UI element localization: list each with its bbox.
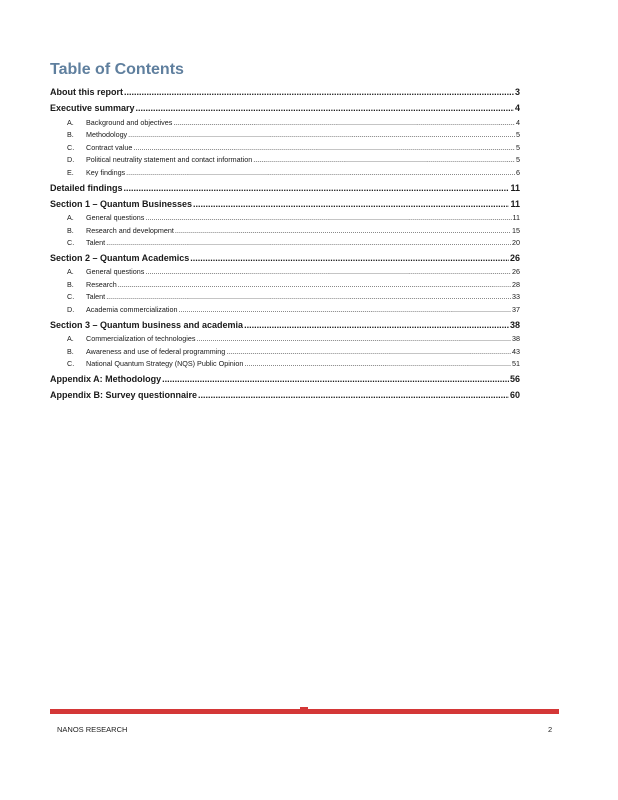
toc-subsection-entry[interactable] xyxy=(50,225,520,238)
toc-entry-label xyxy=(67,279,117,292)
footer-divider-bar xyxy=(50,709,559,714)
toc-page-number: 38 xyxy=(509,319,520,330)
toc-section-entry[interactable] xyxy=(50,317,520,333)
toc-entry-text: Talent xyxy=(86,292,106,302)
toc-entry-label xyxy=(67,167,125,180)
toc-section-entry[interactable] xyxy=(50,100,520,116)
footer-page-number: 2 xyxy=(548,725,553,734)
toc-entry-text: Section 2 – Quantum Academics xyxy=(50,252,190,263)
table-of-contents xyxy=(50,84,520,403)
toc-dot-leader xyxy=(244,358,511,371)
toc-entry-letter: E. xyxy=(67,167,74,177)
toc-entry-label xyxy=(50,196,192,212)
toc-entry-label xyxy=(67,358,243,371)
toc-page-number: 37 xyxy=(512,305,520,315)
toc-dot-leader xyxy=(175,225,511,238)
toc-page-number: 11 xyxy=(510,182,520,193)
toc-page-number: 38 xyxy=(512,333,520,343)
toc-page-number: 20 xyxy=(512,238,520,248)
toc-entry-letter: B. xyxy=(67,225,74,235)
toc-entry-text: About this report xyxy=(50,87,123,97)
toc-dot-leader xyxy=(106,237,511,250)
toc-dot-leader xyxy=(173,117,515,130)
toc-page-number: 11 xyxy=(512,213,520,223)
toc-page-number: 43 xyxy=(512,346,520,356)
toc-entry-label xyxy=(50,317,243,333)
footer-bar-notch xyxy=(300,707,308,709)
toc-entry-text: Research and development xyxy=(86,225,174,235)
toc-section-entry[interactable] xyxy=(50,387,520,403)
page-title: Table of Contents xyxy=(50,61,184,78)
toc-entry-text: Section 1 – Quantum Businesses xyxy=(50,198,193,209)
toc-entry-letter: C. xyxy=(67,292,75,302)
toc-subsection-entry[interactable] xyxy=(50,266,520,279)
toc-dot-leader xyxy=(106,291,511,304)
footer-organization: NANOS RESEARCH xyxy=(57,725,128,734)
toc-entry-label xyxy=(67,142,132,155)
toc-dot-leader xyxy=(118,279,511,292)
toc-entry-letter: B. xyxy=(67,130,74,140)
toc-section-entry[interactable] xyxy=(50,371,520,387)
toc-entry-text: General questions xyxy=(86,267,145,277)
toc-section-entry[interactable] xyxy=(50,84,520,100)
toc-subsection-entry[interactable] xyxy=(50,142,520,155)
toc-entry-label xyxy=(67,117,172,130)
toc-subsection-entry[interactable] xyxy=(50,167,520,180)
toc-subsection-entry[interactable] xyxy=(50,129,520,142)
toc-page-number: 26 xyxy=(509,252,520,263)
toc-entry-text: Methodology xyxy=(86,130,128,140)
toc-page-number: 5 xyxy=(516,130,520,140)
toc-dot-leader xyxy=(133,142,515,155)
toc-entry-text: Background and objectives xyxy=(86,117,173,127)
toc-page-number: 15 xyxy=(512,225,520,235)
toc-entry-label xyxy=(67,129,127,142)
toc-page-number: 26 xyxy=(512,267,520,277)
toc-subsection-entry[interactable] xyxy=(50,117,520,130)
toc-dot-leader xyxy=(136,100,514,116)
toc-dot-leader xyxy=(178,304,511,317)
toc-entry-letter: B. xyxy=(67,346,74,356)
toc-subsection-entry[interactable] xyxy=(50,279,520,292)
toc-dot-leader xyxy=(162,371,509,387)
toc-page-number: 11 xyxy=(510,198,520,209)
toc-dot-leader xyxy=(226,346,511,359)
toc-entry-letter: C. xyxy=(67,238,75,248)
toc-subsection-entry[interactable] xyxy=(50,346,520,359)
toc-dot-leader xyxy=(126,167,515,180)
toc-dot-leader xyxy=(190,250,509,266)
toc-page-number: 51 xyxy=(512,359,520,369)
toc-dot-leader xyxy=(193,196,509,212)
toc-entry-text: Talent xyxy=(86,238,106,248)
toc-page-number: 60 xyxy=(509,389,520,400)
toc-entry-label xyxy=(67,154,252,167)
toc-subsection-entry[interactable] xyxy=(50,358,520,371)
toc-entry-text: General questions xyxy=(86,213,145,223)
toc-entry-label xyxy=(67,291,105,304)
toc-dot-leader xyxy=(253,154,515,167)
toc-dot-leader xyxy=(196,333,511,346)
toc-entry-label xyxy=(67,346,225,359)
toc-entry-label xyxy=(67,304,177,317)
toc-entry-label xyxy=(67,333,195,346)
toc-entry-letter: A. xyxy=(67,213,74,223)
toc-subsection-entry[interactable] xyxy=(50,212,520,225)
toc-dot-leader xyxy=(128,129,515,142)
toc-dot-leader xyxy=(198,387,509,403)
toc-entry-text: Appendix A: Methodology xyxy=(50,373,162,384)
toc-entry-label xyxy=(67,237,105,250)
toc-entry-text: Contract value xyxy=(86,142,133,152)
toc-dot-leader xyxy=(145,212,511,225)
toc-entry-text: Section 3 – Quantum business and academia xyxy=(50,319,244,330)
toc-page-number: 3 xyxy=(514,87,520,97)
toc-page-number: 33 xyxy=(512,292,520,302)
toc-entry-letter: D. xyxy=(67,155,75,165)
toc-page-number: 5 xyxy=(516,142,520,152)
toc-entry-label xyxy=(50,250,189,266)
toc-entry-letter: D. xyxy=(67,305,75,315)
toc-entry-text: National Quantum Strategy (NQS) Public Opinion xyxy=(86,359,244,369)
toc-entry-text: Research xyxy=(86,279,117,289)
toc-subsection-entry[interactable] xyxy=(50,237,520,250)
toc-page-number: 6 xyxy=(516,167,520,177)
toc-entry-label xyxy=(50,100,135,116)
toc-entry-label xyxy=(67,266,144,279)
toc-entry-label xyxy=(67,212,144,225)
toc-entry-label xyxy=(50,180,123,196)
toc-entry-letter: A. xyxy=(67,117,74,127)
toc-dot-leader xyxy=(124,84,514,100)
toc-entry-label xyxy=(67,225,174,238)
toc-entry-letter: C. xyxy=(67,359,75,369)
toc-entry-letter: C. xyxy=(67,142,75,152)
toc-entry-text: Awareness and use of federal programming xyxy=(86,346,226,356)
toc-entry-text: Commercialization of technologies xyxy=(86,333,196,343)
toc-subsection-entry[interactable] xyxy=(50,333,520,346)
toc-entry-text: Executive summary xyxy=(50,103,135,114)
toc-page-number: 5 xyxy=(516,155,520,165)
toc-entry-label xyxy=(50,387,197,403)
toc-entry-text: Key findings xyxy=(86,167,126,177)
toc-subsection-entry[interactable] xyxy=(50,291,520,304)
toc-entry-text: Appendix B: Survey questionnaire xyxy=(50,389,198,400)
toc-section-entry[interactable] xyxy=(50,180,520,196)
toc-entry-letter: B. xyxy=(67,279,74,289)
toc-page-number: 4 xyxy=(516,117,520,127)
toc-entry-letter: A. xyxy=(67,333,74,343)
toc-dot-leader xyxy=(124,180,510,196)
toc-entry-text: Political neutrality statement and contact information xyxy=(86,155,253,165)
toc-subsection-entry[interactable] xyxy=(50,304,520,317)
toc-page-number: 4 xyxy=(514,103,520,114)
toc-section-entry[interactable] xyxy=(50,250,520,266)
toc-subsection-entry[interactable] xyxy=(50,154,520,167)
toc-page-number: 28 xyxy=(512,279,520,289)
toc-entry-text: Detailed findings xyxy=(50,182,123,193)
toc-entry-letter: A. xyxy=(67,267,74,277)
toc-entry-label xyxy=(50,371,161,387)
toc-entry-label xyxy=(50,84,123,100)
toc-dot-leader xyxy=(145,266,511,279)
toc-entry-text: Academia commercialization xyxy=(86,305,178,315)
toc-section-entry[interactable] xyxy=(50,196,520,212)
toc-page-number: 56 xyxy=(509,373,520,384)
toc-dot-leader xyxy=(244,317,509,333)
